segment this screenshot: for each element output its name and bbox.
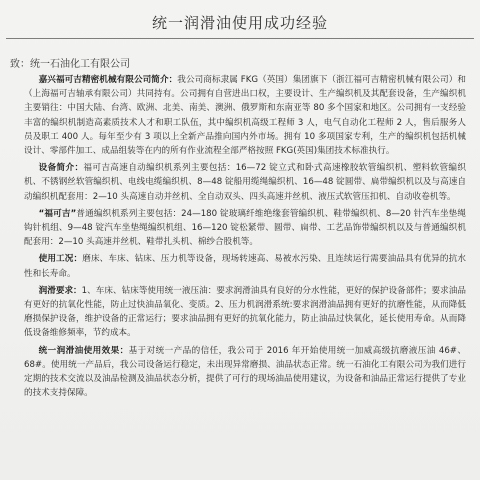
usage-effect-text: 基于对统一产品的信任，我公司于 2016 年开始使用统一加威高级抗磨液压油 46#、68#。使用统一产品后，我公司设备运行稳定，未出现异常磨损、油品状态正常。统一石油化工有限公司为我们进行定期的技术交流以及油品检测及油品状态分析，提供了可行的现场油品使用建议，为设备和油品正常运行提供了专业的技术支持保障。 — [24, 345, 466, 399]
company-intro-heading: 嘉兴福可吉精密机械有限公司简介： — [38, 75, 178, 85]
ordinary-machines-heading: “福可吉” — [38, 208, 77, 219]
title-divider — [6, 38, 474, 39]
equipment-heading: 设备简介： — [38, 163, 84, 174]
usage-effect-paragraph — [24, 344, 466, 401]
document-title: 统一润滑油使用成功经验 — [151, 14, 328, 32]
recipient-line: 致：统一石油化工有限公司 — [10, 59, 130, 70]
working-conditions-text: 磨床、车床、钻床、压力机等设备，现场转速高、易被水污染、且连续运行需要油品具有优异的抗水性和长寿命。 — [24, 254, 466, 279]
lubrication-requirements-text: 1、车床、钻床等使用统一液压油：要求润滑油具有良好的分水性能，更好的保护设备部件；要求油品有更好的抗氧化性能，防止过快油品氧化、变质。2、压力机润滑系统:要求润滑油品拥有更好的抗磨性能，从而降低磨损保护设备，维护设备的正常运行；要求油品拥有更好的抗氧化能力，防止油品过快氧化，延长使用寿命。从而降低设备维修频率，节约成本。 — [24, 285, 466, 339]
lubrication-requirements-heading: 润滑要求： — [38, 285, 82, 296]
ordinary-machines-paragraph — [24, 207, 466, 250]
equipment-paragraph — [24, 161, 466, 204]
document-body — [24, 73, 466, 403]
ordinary-machines-text: 普通编织机系列主要包括：24—180 锭玻璃纤维绝缘套管编织机、鞋带编织机、8—20 针汽车坐垫绳钩针机组、9—48 锭汽车坐垫绳编织机组、16—120 锭松紧带、圆带、扁带、工艺品饰带编织机以及与普通编织机配套用：2—10 头高速并丝机、鞋带扎头机、棉纱合股机等。 — [24, 208, 466, 248]
equipment-text: 福可吉高速自动编织机系列主要包括：16—72 锭立式和卧式高速橡胶软管编织机、塑料软管编织机、不锈钢丝软管编织机、电线电缆编织机、8—48 锭船用缆绳编织机、16—48 锭圆带、扁带编织机以及与高速自动编织机配套用：2—10 头高速自动并丝机、全自动双头、四头高速并丝机、液压式软管压扣机、自动收卷机等。 — [24, 163, 466, 202]
usage-effect-heading: 统一润滑油使用效果： — [38, 345, 129, 356]
working-conditions-heading: 使用工况： — [38, 254, 83, 265]
company-intro-paragraph — [24, 73, 466, 158]
lubrication-requirements-paragraph — [24, 284, 466, 341]
working-conditions-paragraph — [24, 252, 466, 280]
company-intro-text: 我公司商标隶属 FKG（英国）集团旗下（浙江福可吉精密机械有限公司）和（上海福可吉轴承有限公司）共同持有。公司拥有自营进出口权，主要设计、生产编织机及其配套设备，生产编织机主要销往：中国大陆、台湾、欧洲、北美、南美、澳洲、俄罗斯和东南亚等 80 多个国家和地区。公司拥有一支经验丰富的编织机制造高素质技术人才和职工队伍，其中编织机高级工程师 3 人，电气自动化工程师 2 人，售后服务人员及职工 400 人。每年至少有 3 项以上全新产品推向国内外市场。拥有 10 多项国家专利，生产的编织机包括机械设计、零部件加工、成品组装等在内的所有作业流程全部严格按照 FKG(英国)集团技术标准执行。 — [24, 75, 466, 157]
